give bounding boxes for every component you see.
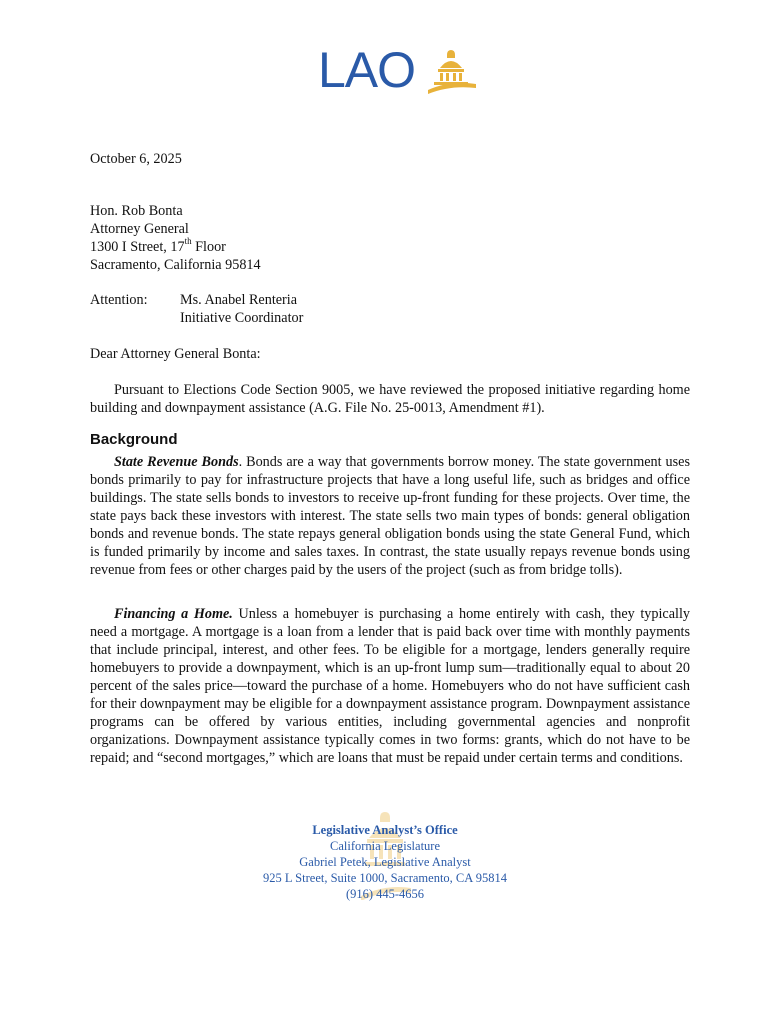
intro-paragraph: Pursuant to Elections Code Section 9005, we have reviewed the proposed initiative regarding home building and downpayment assistance (A.G. File No. 25-0013, Amendment #1).	[90, 382, 690, 416]
paragraph-body: . Bonds are a way that governments borrow money. The state government uses bonds primarily to pay for infrastructure projects that have a long useful life, such as bridges and office buildings. The state sells bonds to investors to receive up-front funding for these projects. Over time, the state pays back these investors with interest. The state sells two main types of bonds: general obligation bonds and revenue bonds. The state repays general obligation bonds using the state General Fund, which is funded primarily by income and sales taxes. In contrast, the state usually repays revenue bonds using revenue from fees or other charges paid by the users of the project (such as from bridge tolls).	[90, 454, 690, 578]
footer-address: 925 L Street, Suite 1000, Sacramento, CA 95814	[263, 871, 507, 885]
runin-heading: Financing a Home.	[114, 606, 233, 622]
paragraph-financing-a-home	[90, 605, 690, 767]
capitol-dome-icon	[424, 46, 478, 94]
footer-phone: (916) 445-4656	[345, 887, 425, 901]
recipient-city: Sacramento, California 95814	[90, 257, 261, 273]
salutation: Dear Attorney General Bonta:	[90, 346, 261, 362]
attention-label: Attention:	[90, 292, 148, 308]
attention-name: Ms. Anabel Renteria	[180, 292, 298, 308]
letter-date: October 6, 2025	[90, 151, 182, 167]
recipient-address	[90, 202, 690, 274]
paragraph-body: Unless a homebuyer is purchasing a home entirely with cash, they typically need a mortgage. A mortgage is a loan from a lender that is paid back over time with monthly payments that include principal, interest, and other fees. To be eligible for a mortgage, lenders generally require homebuyers to provide a downpayment, which is an up-front lump sum—traditionally equal to about 20 percent of the sales price—toward the purchase of a home. Homebuyers who do not have sufficient cash for their downpayment may be eligible for a downpayment assistance program. Downpayment assistance programs can be offered by various entities, including governmental agencies and nonprofit organizations. Downpayment assistance typically comes in two forms: grants, which do not have to be repaid; and “second mortgages,” which are loans that must be repaid under certain terms and conditions.	[90, 606, 690, 766]
letterhead-footer	[185, 822, 585, 902]
paragraph-state-revenue-bonds	[90, 453, 690, 579]
footer-legislature: California Legislature	[329, 839, 441, 853]
logo-text: LAO	[318, 42, 416, 98]
recipient-street: 1300 I Street, 17th Floor	[90, 236, 226, 255]
section-heading: Background	[90, 431, 178, 448]
footer-analyst: Gabriel Petek, Legislative Analyst	[299, 855, 471, 869]
recipient-title: Attorney General	[90, 221, 189, 237]
attention-title: Initiative Coordinator	[180, 310, 304, 326]
recipient-name: Hon. Rob Bonta	[90, 203, 183, 219]
ordinal-suffix: th	[184, 236, 192, 247]
attention-block	[90, 291, 690, 327]
footer-office: Legislative Analyst’s Office	[312, 823, 458, 837]
runin-heading: State Revenue Bonds	[114, 454, 239, 470]
lao-logo	[318, 44, 478, 96]
